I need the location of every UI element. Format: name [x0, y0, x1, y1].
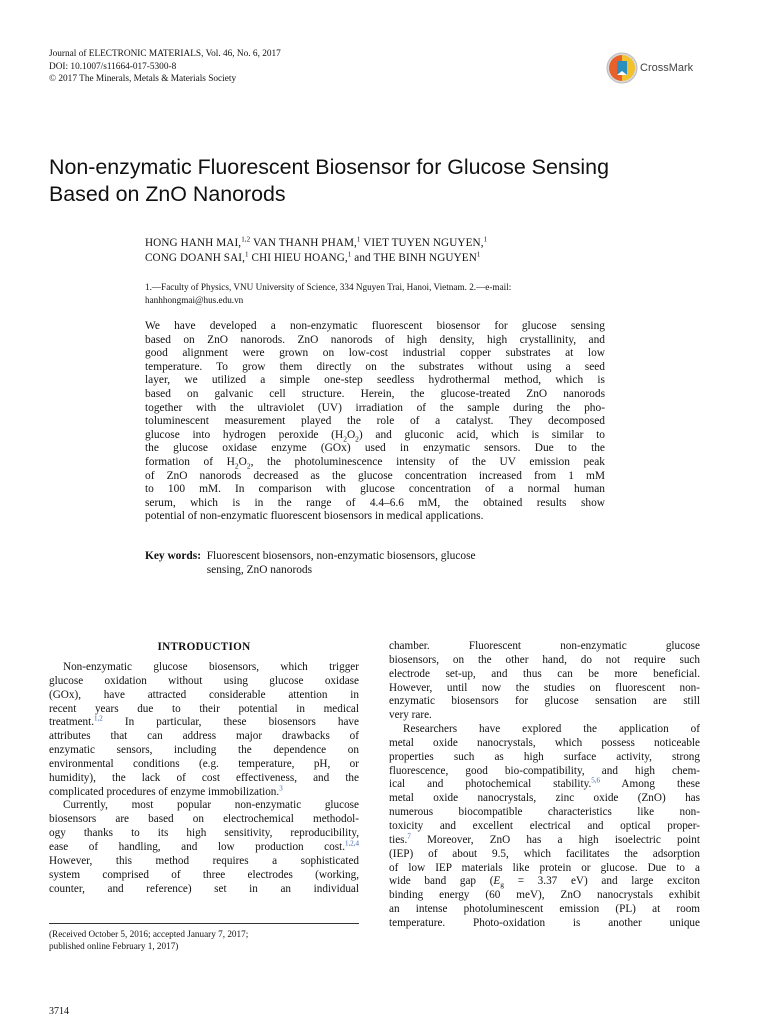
body-line: ease of handling, and low production cost.$^{1,2,4}$ [49, 839, 359, 853]
keywords-label: Key words: [145, 550, 201, 562]
section-heading: INTRODUCTION [157, 641, 251, 653]
author-name: HONG HANH MAI, [145, 237, 242, 249]
abstract-line: together with the ultraviolet (UV) irradiation of the sample during the pho- [145, 401, 605, 414]
abstract-line: of ZnO nanorods decreased as the glucose concentration increased from 1 mM [145, 469, 605, 482]
body-line: Currently, most popular non-enzymatic glucose [63, 799, 359, 812]
crossmark-icon [606, 52, 638, 84]
body-line: numerous biocompatible characteristics like non- [389, 806, 700, 819]
body-line: ogy thanks to its high sensitivity, reproducibility, [49, 827, 359, 840]
crossmark-label: CrossMark [640, 62, 694, 74]
body-line: treatment.$^{1,2}$ In particular, these biosensors have [49, 714, 359, 729]
body-line: chamber. Fluorescent non-enzymatic glucose [389, 640, 700, 652]
body-line: fluorescence, good bio-compatibility, and high chem- [389, 764, 700, 777]
author-name: CONG DOANH SAI, [145, 252, 246, 264]
body-line: system comprised of three electrodes (working, [49, 868, 359, 881]
body-line: ical and photochemical stability.$^{5,6}$ Among these [389, 776, 700, 791]
keywords-line: sensing, ZnO nanorods [206, 564, 313, 576]
author-list [145, 236, 487, 266]
body-line: metal oxide nanocrystals, which possess noticeable [389, 736, 700, 749]
title-line: Based on ZnO Nanorods [49, 182, 286, 206]
body-line: However, until now the studies on fluorescent non- [389, 681, 700, 694]
body-line: of low IEP materials like protein or glucose. Due to a [389, 861, 700, 874]
abstract-line: potential of non-enzymatic fluorescent biosensors in medical applications. [145, 510, 484, 523]
abstract-line: toluminescent measurement played the role of a catalyst. They decomposed [145, 415, 605, 428]
author-affil-sup: 1 [476, 250, 481, 259]
journal-citation: Journal of ELECTRONIC MATERIALS, Vol. 46, No. 6, 2017 [49, 49, 281, 59]
body-line: environmental conditions (e.g. temperature, pH, or [49, 757, 359, 770]
body-line: an intense photoluminescent emission (PL) at room [389, 903, 700, 916]
paper-title [49, 154, 729, 208]
body-line: Non-enzymatic glucose biosensors, which trigger [63, 661, 359, 673]
body-line: (GOx), have attracted considerable attention in [49, 688, 359, 701]
abstract-line: We have developed a non-enzymatic fluorescent biosensor for glucose sensing [145, 320, 605, 332]
keywords-line: Fluorescent biosensors, non-enzymatic biosensors, glucose [206, 550, 476, 562]
author-name: VIET TUYEN NGUYEN, [360, 237, 484, 249]
footnote-divider [49, 923, 359, 924]
body-line: very rare. [389, 709, 432, 722]
footnote-line: published online February 1, 2017) [49, 941, 179, 951]
body-line: properties such as high surface activity, strong [389, 750, 700, 763]
body-line: metal oxide nanocrystals, zinc oxide (ZnO) has [389, 792, 700, 805]
author-name: CHI HIEU HOANG, [248, 252, 348, 264]
body-line: temperature. Photo-oxidation is another unique [389, 916, 700, 929]
body-line: enzymatic biosensors for glucose sensation are still [389, 695, 700, 708]
abstract-line: good alignment were grown on low-cost industrial copper substrates at low [145, 347, 605, 360]
body-line: ties.$^7$ Moreover, ZnO has a high isoelectric point [389, 832, 700, 846]
author-name: and THE BINH NGUYEN [351, 252, 477, 264]
abstract-line: glucose into hydrogen peroxide $(H_2O_2)$ and gluconic acid, which is similar to [145, 428, 605, 444]
doi: DOI: 10.1007/s11664-017-5300-8 [49, 61, 177, 72]
body-column-right [389, 640, 700, 931]
affiliation [145, 281, 608, 306]
introduction-column [49, 640, 359, 896]
copyright: © 2017 The Minerals, Metals & Materials Society [49, 74, 237, 84]
abstract-line: to 100 mM. In comparison with glucose concentration of a normal human [145, 483, 605, 496]
abstract-line: temperature. To grow them directly on the substrates without using a seed [145, 360, 605, 373]
page-number: 3714 [49, 1006, 69, 1017]
citation-link[interactable]: 1,2 [94, 714, 103, 723]
body-line: complicated procedures of enzyme immobilization.$^3$ [49, 783, 283, 798]
body-line: enzymatic sensors, including the dependence on [49, 744, 359, 757]
author-affil-sup: 1 [245, 250, 249, 259]
citation-link[interactable]: 7 [407, 832, 411, 841]
email-link[interactable]: hanhhongmai@hus.edu.vn [145, 294, 244, 305]
body-line: toxicity and excellent electrical and optical proper- [389, 819, 700, 832]
body-line: (IEP) of about 9.5, which facilitates the adsorption [389, 847, 700, 860]
author-affil-sup: 1 [356, 235, 361, 244]
abstract-line: based on galvanic cell structure. Herein, the glucose-treated ZnO nanorods [145, 387, 605, 400]
body-line: humidity), the lack of cost effectiveness, and the [49, 771, 359, 784]
author-affil-sup: 1 [347, 250, 352, 259]
title-line: Non-enzymatic Fluorescent Biosensor for Glucose Sensing [49, 155, 609, 179]
body-line: glucose oxidation without using glucose oxidase [49, 674, 359, 687]
body-line: Researchers have explored the application of [403, 723, 700, 736]
body-line: binding energy (60 meV), ZnO nanocrystals exhibit [389, 889, 700, 902]
abstract-line: layer, we utilized a simple one-step seedless hydrothermal method, which is [145, 374, 605, 387]
footnote-line: (Received October 5, 2016; accepted January 7, 2017; [49, 929, 249, 939]
citation-link[interactable]: 5,6 [591, 776, 601, 785]
abstract-line: serum, which is in the range of 4.4–6.6 mM, the obtained results show [145, 496, 605, 509]
citation-link[interactable]: 3 [279, 783, 283, 792]
crossmark-badge[interactable] [606, 52, 693, 84]
abstract-line: formation of $H_2O_2$, the photoluminescence intensity of the UV emission peak [145, 455, 605, 471]
affiliation-line: 1.—Faculty of Physics, VNU University of Science, 334 Nguyen Trai, Hanoi, Vietnam. 2.—e-mail: [145, 282, 512, 292]
abstract-line: based on ZnO nanorods. ZnO nanorods of high density, high crystallinity, and [145, 333, 605, 346]
received-footnote [49, 928, 248, 952]
author-affil-sup: 1,2 [241, 235, 251, 244]
citation-link[interactable]: 1,2,4 [345, 839, 359, 848]
keywords [145, 549, 476, 577]
body-line: counter, and reference) set in an individual [49, 882, 359, 895]
author-name: VAN THANH PHAM, [250, 237, 357, 249]
body-line: electrode set-up, and thus can be more beneficial. [389, 667, 700, 680]
journal-meta [49, 48, 281, 86]
abstract-line: the glucose oxidase enzyme (GOx) used in enzymatic sensors. Due to the [145, 442, 605, 455]
author-affil-sup: 1 [483, 235, 488, 244]
body-line: biosensors are based on electrochemical methodol- [49, 813, 359, 826]
body-line: biosensors, on the other hand, do not require such [389, 653, 700, 666]
body-line: recent years due to their potential in medical [49, 702, 359, 715]
body-line: However, this method requires a sophisticated [49, 854, 359, 867]
body-line: wide band gap ($E_g = 3.37$ eV) and large exciton [389, 875, 700, 890]
body-line: attributes that can address major drawbacks of [49, 730, 359, 743]
abstract [145, 320, 605, 524]
